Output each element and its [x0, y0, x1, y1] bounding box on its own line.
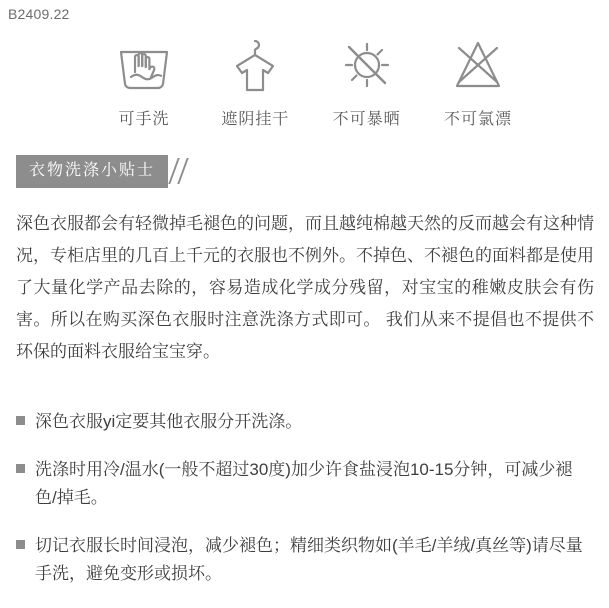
care-label: 不可氯漂: [443, 111, 512, 128]
care-item-shade-dry: [207, 36, 303, 129]
bullet-square-icon: [16, 540, 25, 549]
bullet-square-icon: [16, 416, 25, 425]
no-chlorine-bleach-icon: [447, 36, 509, 94]
list-item: [16, 408, 594, 436]
shade-dry-hanging-icon: [224, 36, 286, 94]
hand-wash-icon: [113, 36, 175, 94]
list-item: [16, 456, 594, 512]
care-item-no-bleach: [430, 36, 526, 129]
care-paragraph: 深色衣服都会有轻微掉毛褪色的问题，而且越纯棉越天然的反而越会有这种情况，专柜店里的几百上千元的衣服也不例外。不掉色、不褪色的面料都是使用了大量化学产品去除的，容易造成化学成分残留，对宝宝的稚嫩皮肤会有伤害。所以在购买深色衣服时注意洗涤方式即可。 我们从来不提倡也不提供不环保的面料衣服给宝宝穿。: [16, 214, 594, 361]
sku-code: B2409.22: [8, 6, 70, 22]
care-label: 遮阴挂干: [221, 111, 290, 128]
care-label: 不可暴晒: [332, 111, 401, 128]
tips-heading-slashes: [168, 155, 194, 188]
tips-heading-label: 衣物洗涤小贴士: [16, 155, 168, 188]
care-label: 可手洗: [118, 111, 170, 128]
no-direct-sunlight-icon: [336, 36, 398, 94]
bullet-square-icon: [16, 464, 25, 473]
tips-heading: [16, 155, 194, 188]
list-item-text: 洗涤时用冷/温水(一般不超过30度)加少许食盐浸泡10-15分钟，可减少褪色/掉毛。: [35, 460, 573, 507]
care-item-no-sunlight: [319, 36, 415, 129]
list-item: [16, 532, 594, 588]
list-item-text: 切记衣服长时间浸泡，减少褪色；精细类织物如(羊毛/羊绒/真丝等)请尽量手洗，避免变形或损坏。: [35, 536, 583, 583]
list-item-text: 深色衣服yi定要其他衣服分开洗涤。: [35, 412, 303, 431]
care-bullet-list: [16, 408, 594, 608]
care-item-hand-wash: [96, 36, 192, 129]
care-symbols-row: [96, 36, 526, 129]
